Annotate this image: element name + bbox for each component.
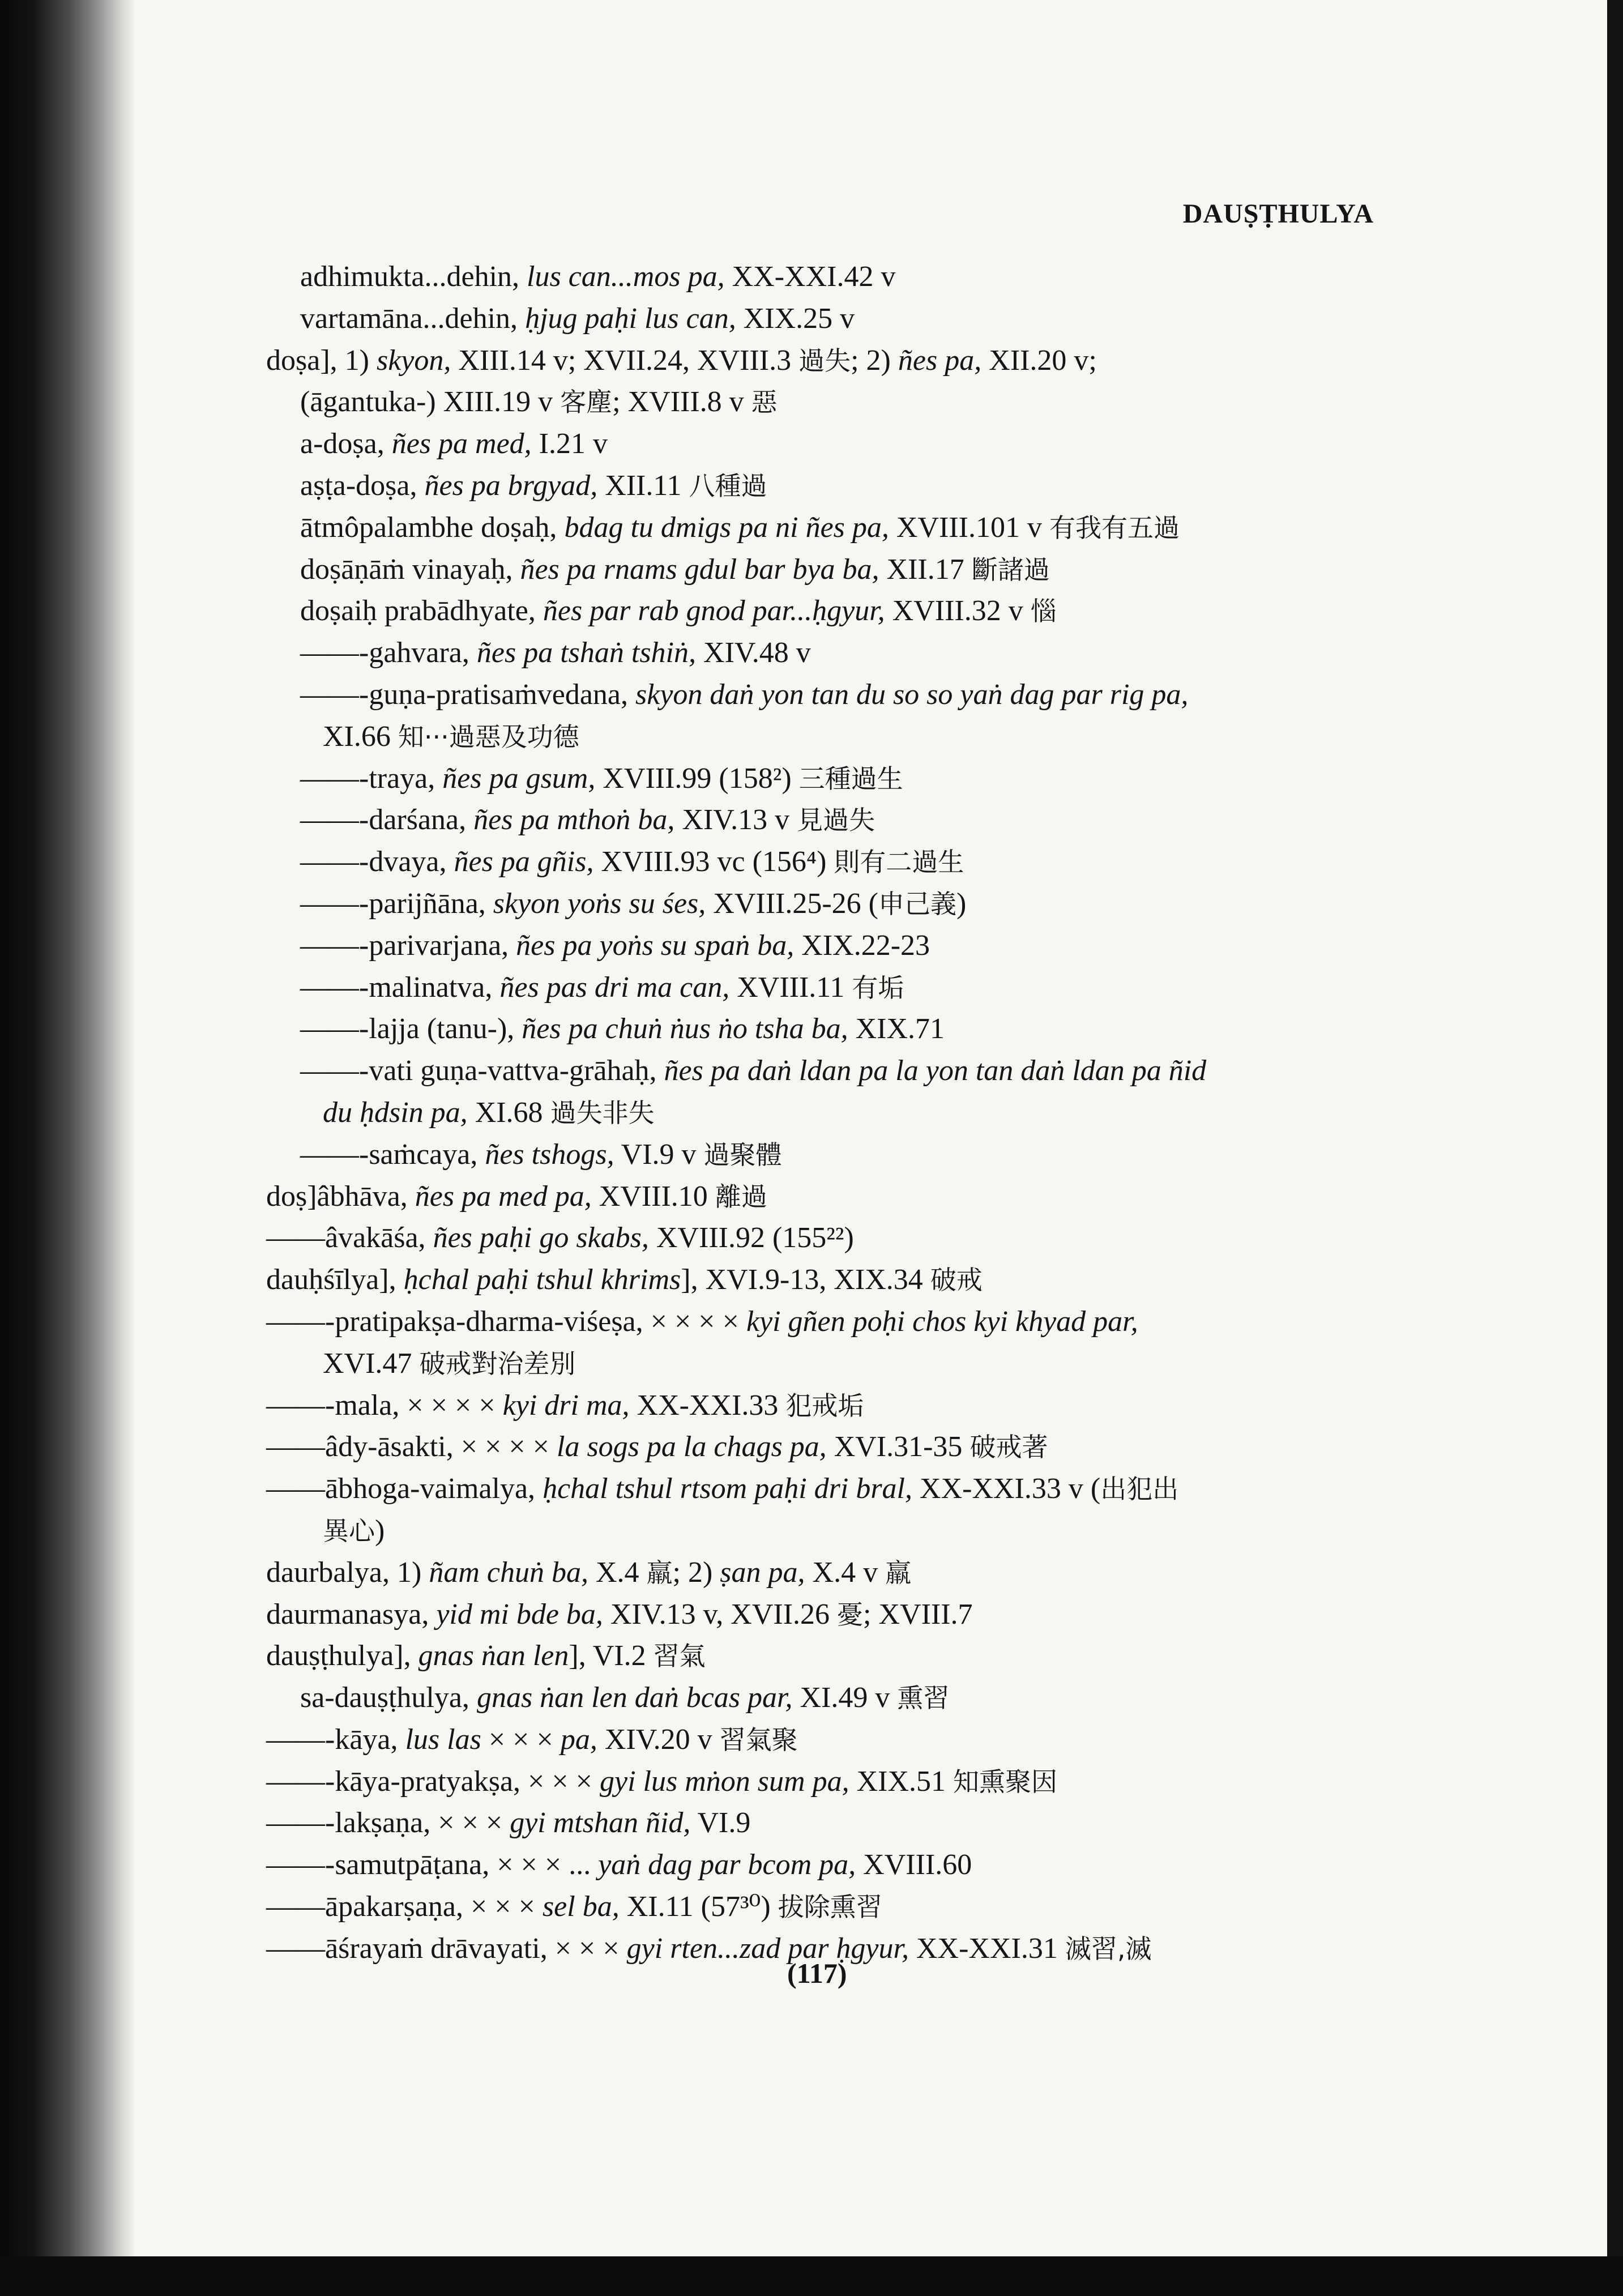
chinese-equivalent: 破戒對治差別	[419, 1348, 576, 1379]
chinese-equivalent: 申己義	[878, 888, 956, 919]
entry-line	[266, 340, 1393, 382]
tibetan-equivalent: ñes pa yoṅs su spaṅ ba,	[516, 929, 795, 962]
entry-text: XIV.13 v, XVII.26	[603, 1598, 838, 1631]
entry-line	[266, 423, 1393, 465]
entry-text: ——-parivarjana,	[300, 929, 516, 962]
chinese-equivalent: 破戒著	[969, 1432, 1048, 1463]
entry-line	[266, 1594, 1393, 1636]
chinese-equivalent: 羸	[646, 1557, 673, 1588]
tibetan-equivalent: kyi gñen poḥi chos kyi khyad par,	[746, 1305, 1138, 1338]
entry-text: ——-lakṣaṇa, × × ×	[266, 1807, 510, 1840]
entry-text: )	[375, 1514, 385, 1547]
dictionary-entries	[266, 256, 1393, 1970]
entry-line	[266, 1217, 1393, 1259]
entry-line	[266, 1134, 1393, 1176]
entry-line	[266, 1050, 1393, 1092]
entry-text: ——-vati guṇa-vattva-grāhaḥ,	[300, 1055, 664, 1087]
entry-text: doṣaiḥ prabādhyate,	[300, 595, 543, 628]
chinese-equivalent: 有我有五過	[1049, 512, 1180, 543]
entry-text: ——-kāya,	[266, 1723, 405, 1756]
entry-line	[266, 590, 1393, 632]
entry-text: XIV.13 v	[674, 804, 797, 837]
entry-text: XIX.25 v	[736, 302, 855, 335]
entry-text: XIX.71	[848, 1013, 945, 1045]
tibetan-equivalent: ñes pa chuṅ ṅus ṅo tsha ba,	[522, 1013, 848, 1045]
entry-text: ——-darśana,	[300, 804, 474, 837]
entry-line	[266, 799, 1393, 841]
entry-line	[266, 1092, 1393, 1134]
entry-line	[266, 1635, 1393, 1677]
entry-line	[266, 967, 1393, 1009]
entry-text: ——-dvaya,	[300, 846, 454, 878]
entry-text: adhimukta...dehin,	[300, 261, 527, 293]
chinese-equivalent: 異心	[323, 1515, 375, 1546]
entry-text: ——ābhoga-vaimalya,	[266, 1473, 543, 1505]
chinese-equivalent: 熏習	[897, 1683, 950, 1714]
entry-text: XI.68	[467, 1096, 550, 1129]
chinese-equivalent: 習氣	[653, 1641, 706, 1672]
chinese-equivalent: 拔除熏習	[778, 1892, 882, 1923]
entry-line	[266, 1259, 1393, 1301]
scan-right-edge	[1607, 0, 1623, 2296]
entry-line	[266, 381, 1393, 423]
entry-text: ——-malinatva,	[300, 971, 500, 1004]
tibetan-equivalent: ḥchal paḥi tshul khrims	[403, 1264, 681, 1296]
entry-text: ātmôpalambhe doṣaḥ,	[300, 511, 565, 544]
entry-line	[266, 1552, 1393, 1594]
scan-bottom-edge	[0, 2256, 1623, 2296]
entry-line	[266, 841, 1393, 883]
entry-text: (āgantuka-) XIII.19 v	[300, 386, 561, 419]
entry-line	[266, 1301, 1393, 1343]
tibetan-equivalent: ñes pa tshaṅ tshiṅ,	[476, 637, 697, 669]
entry-text: XIX.22-23	[794, 929, 930, 962]
tibetan-equivalent: ñes pa gsum,	[442, 762, 596, 795]
entry-text: ——-parijñāna,	[300, 887, 493, 920]
entry-text: I.21 v	[531, 428, 608, 460]
entry-text: ], VI.2	[569, 1640, 654, 1672]
entry-line	[266, 1802, 1393, 1844]
tibetan-equivalent: kyi dri ma,	[502, 1389, 630, 1422]
entry-text: X.4 v	[805, 1556, 886, 1589]
chinese-equivalent: 三種過生	[798, 763, 903, 794]
tibetan-equivalent: yid mi bde ba,	[436, 1598, 603, 1631]
entry-line	[266, 883, 1393, 925]
entry-text: X.4	[588, 1556, 647, 1589]
entry-line	[266, 1510, 1393, 1552]
entry-text: ——-traya,	[300, 762, 443, 795]
entry-text: XII.11	[597, 469, 689, 502]
tibetan-equivalent: bdag tu dmigs pa ni ñes pa,	[564, 511, 889, 544]
entry-text: doṣ]âbhāva,	[266, 1180, 415, 1213]
tibetan-equivalent: ḥchal tshul rtsom paḥi dri bral,	[543, 1473, 913, 1505]
entry-line	[266, 716, 1393, 758]
tibetan-equivalent: gnas ṅan len	[418, 1640, 569, 1672]
tibetan-equivalent: ñes pas dri ma can,	[499, 971, 730, 1004]
chinese-equivalent: 惱	[1030, 596, 1057, 627]
tibetan-equivalent: ñes par rab gnod par...ḥgyur,	[543, 595, 885, 628]
entry-text: )	[956, 887, 967, 920]
tibetan-equivalent: sel ba,	[542, 1890, 620, 1923]
entry-line	[266, 1385, 1393, 1427]
entry-text: XII.17	[879, 553, 972, 586]
entry-line	[266, 632, 1393, 674]
entry-text: doṣāṇāṁ vinayaḥ,	[300, 553, 520, 586]
entry-line	[266, 674, 1393, 716]
entry-text: ——-gahvara,	[300, 637, 477, 669]
tibetan-equivalent: ḥjug paḥi lus can,	[525, 302, 736, 335]
chinese-equivalent: 習氣聚	[719, 1724, 798, 1755]
entry-text: dauṣṭhulya],	[266, 1640, 418, 1672]
entry-text: XX-XXI.33	[629, 1389, 786, 1422]
entry-line	[266, 1426, 1393, 1468]
chinese-equivalent: 惡	[751, 387, 778, 418]
entry-text: ; XVIII.8 v	[612, 386, 751, 419]
entry-text: ——-mala, × × × ×	[266, 1389, 503, 1422]
entry-line	[266, 1886, 1393, 1928]
running-head: DAUṢṬHULYA	[1182, 199, 1374, 229]
chinese-equivalent: 八種過	[689, 470, 767, 501]
tibetan-equivalent: pa,	[560, 1723, 597, 1756]
chinese-equivalent: 犯戒垢	[785, 1390, 864, 1421]
entry-line	[266, 465, 1393, 507]
entry-text: VI.9 v	[614, 1138, 704, 1171]
chinese-equivalent: 知熏聚因	[953, 1766, 1057, 1797]
tibetan-equivalent: gyi rten...zad par ḥgyur,	[626, 1932, 909, 1965]
entry-text: aṣṭa-doṣa,	[300, 469, 425, 502]
tibetan-equivalent: ñes pa gñis,	[454, 846, 594, 878]
tibetan-equivalent: ñes pa rnams gdul bar bya ba,	[520, 553, 879, 586]
entry-text: XIV.48 v	[696, 637, 811, 669]
chinese-equivalent: 見過失	[797, 805, 875, 836]
entry-text: ——-samutpāṭana, × × × ...	[266, 1849, 599, 1881]
tibetan-equivalent: ñes pa,	[898, 344, 982, 377]
entry-line	[266, 1719, 1393, 1761]
entry-line	[266, 1468, 1393, 1510]
entry-text: dauḥśīlya],	[266, 1264, 404, 1296]
entry-text: XVIII.99 (158²)	[595, 762, 799, 795]
entry-text: XVIII.60	[856, 1849, 972, 1881]
tibetan-equivalent: la sogs pa la chags pa,	[557, 1431, 827, 1463]
entry-text: ——-saṁcaya,	[300, 1138, 485, 1171]
tibetan-equivalent: ṣan pa,	[720, 1556, 805, 1589]
entry-text: vartamāna...dehin,	[300, 302, 526, 335]
entry-line	[266, 256, 1393, 298]
entry-line	[266, 1677, 1393, 1719]
entry-text: a-doṣa,	[300, 428, 392, 460]
entry-text: ——-pratipakṣa-dharma-viśeṣa, × × × ×	[266, 1305, 746, 1338]
entry-line	[266, 758, 1393, 800]
tibetan-equivalent: skyon,	[376, 344, 451, 377]
entry-text: XVIII.92 (155²²)	[648, 1222, 854, 1254]
tibetan-equivalent: ñes paḥi go skabs,	[433, 1222, 649, 1254]
entry-line	[266, 507, 1393, 549]
chinese-equivalent: 過失非失	[550, 1097, 655, 1128]
entry-text: XX-XXI.42 v	[724, 261, 896, 293]
entry-text: XIX.51	[849, 1765, 953, 1798]
entry-text: XIV.20 v	[597, 1723, 720, 1756]
entry-line	[266, 1008, 1393, 1050]
tibetan-equivalent: ñes pa daṅ ldan pa la yon tan daṅ ldan pa ñid	[664, 1055, 1207, 1087]
entry-text: XVI.31-35	[826, 1431, 970, 1463]
entry-text: ——âdy-āsakti, × × × ×	[266, 1431, 557, 1463]
book-binding-shadow	[0, 0, 136, 2296]
chinese-equivalent: 滅習,滅	[1065, 1933, 1152, 1964]
entry-text: ——âvakāśa,	[266, 1222, 433, 1254]
entry-text: ; 2)	[672, 1556, 720, 1589]
tibetan-equivalent: du ḥdsin pa,	[323, 1096, 468, 1129]
entry-text: ——āśrayaṁ drāvayati, × × ×	[266, 1932, 627, 1965]
entry-text: ; XVIII.7	[863, 1598, 973, 1631]
chinese-equivalent: 有垢	[852, 972, 904, 1003]
entry-text: XII.20 v;	[981, 344, 1097, 377]
chinese-equivalent: 知···過惡及功德	[398, 721, 579, 752]
entry-line	[266, 1761, 1393, 1803]
entry-line	[266, 549, 1393, 591]
entry-text: XI.11 (57³⁰)	[619, 1890, 778, 1923]
entry-text: XI.49 v	[792, 1682, 898, 1714]
chinese-equivalent: 過聚體	[703, 1139, 782, 1170]
chinese-equivalent: 出犯出	[1100, 1474, 1179, 1505]
tibetan-equivalent: gyi lus mṅon sum pa,	[600, 1765, 849, 1798]
entry-text: VI.9	[690, 1807, 751, 1840]
tibetan-equivalent: ñam chuṅ ba,	[429, 1556, 588, 1589]
chinese-equivalent: 則有二過生	[834, 847, 964, 878]
entry-text: XIII.14 v; XVII.24, XVIII.3	[451, 344, 799, 377]
tibetan-equivalent: ñes pa brgyad,	[424, 469, 598, 502]
entry-text: daurbalya, 1)	[266, 1556, 429, 1589]
entry-line	[266, 1176, 1393, 1218]
chinese-equivalent: 破戒	[930, 1265, 983, 1296]
tibetan-equivalent: ñes tshogs,	[485, 1138, 614, 1171]
chinese-equivalent: 憂	[837, 1599, 864, 1630]
entry-text: ], XVI.9-13, XIX.34	[681, 1264, 930, 1296]
entry-line	[266, 1844, 1393, 1886]
tibetan-equivalent: yaṅ dag par bcom pa,	[598, 1849, 856, 1881]
chinese-equivalent: 斷諸過	[971, 554, 1050, 585]
entry-text: ——āpakarṣaṇa, × × ×	[266, 1890, 543, 1923]
entry-text: XVIII.93 vc (156⁴)	[593, 846, 834, 878]
entry-text: XVIII.11	[729, 971, 852, 1004]
tibetan-equivalent: skyon daṅ yon tan du so so yaṅ dag par rig pa,	[635, 678, 1189, 711]
entry-text: XX-XXI.33 v (	[912, 1473, 1101, 1505]
tibetan-equivalent: skyon yoṅs su śes,	[493, 887, 706, 920]
entry-text: XVIII.101 v	[889, 511, 1049, 544]
entry-text: XI.66	[323, 720, 398, 753]
tibetan-equivalent: gnas ṅan len daṅ bcas par,	[476, 1682, 793, 1714]
tibetan-equivalent: ñes pa mthoṅ ba,	[473, 804, 675, 837]
entry-line	[266, 925, 1393, 967]
entry-text: ; 2)	[851, 344, 898, 377]
page-number: (117)	[787, 1957, 847, 1989]
tibetan-equivalent: lus las	[405, 1723, 481, 1756]
entry-text: × × ×	[481, 1723, 561, 1756]
tibetan-equivalent: lus can...mos pa,	[527, 261, 725, 293]
entry-text: XVI.47	[323, 1347, 420, 1380]
tibetan-equivalent: ñes pa med,	[391, 428, 532, 460]
chinese-equivalent: 離過	[715, 1181, 767, 1212]
entry-text: doṣa], 1)	[266, 344, 377, 377]
entry-text: daurmanasya,	[266, 1598, 437, 1631]
entry-text: ——-kāya-pratyakṣa, × × ×	[266, 1765, 600, 1798]
entry-text: XVIII.32 v	[885, 595, 1031, 628]
chinese-equivalent: 過失	[798, 345, 851, 376]
entry-text: ——-lajja (tanu-),	[300, 1013, 522, 1045]
entry-line	[266, 298, 1393, 340]
chinese-equivalent: 客塵	[560, 387, 613, 418]
entry-line	[266, 1343, 1393, 1385]
entry-text: XX-XXI.31	[909, 1932, 1065, 1965]
entry-text: XVIII.25-26 (	[706, 887, 878, 920]
tibetan-equivalent: gyi mtshan ñid,	[510, 1807, 691, 1840]
entry-text: XVIII.10	[591, 1180, 715, 1213]
entry-text: sa-dauṣṭhulya,	[300, 1682, 477, 1714]
entry-text: ——-guṇa-pratisaṁvedana,	[300, 678, 636, 711]
tibetan-equivalent: ñes pa med pa,	[415, 1180, 592, 1213]
chinese-equivalent: 羸	[885, 1557, 912, 1588]
